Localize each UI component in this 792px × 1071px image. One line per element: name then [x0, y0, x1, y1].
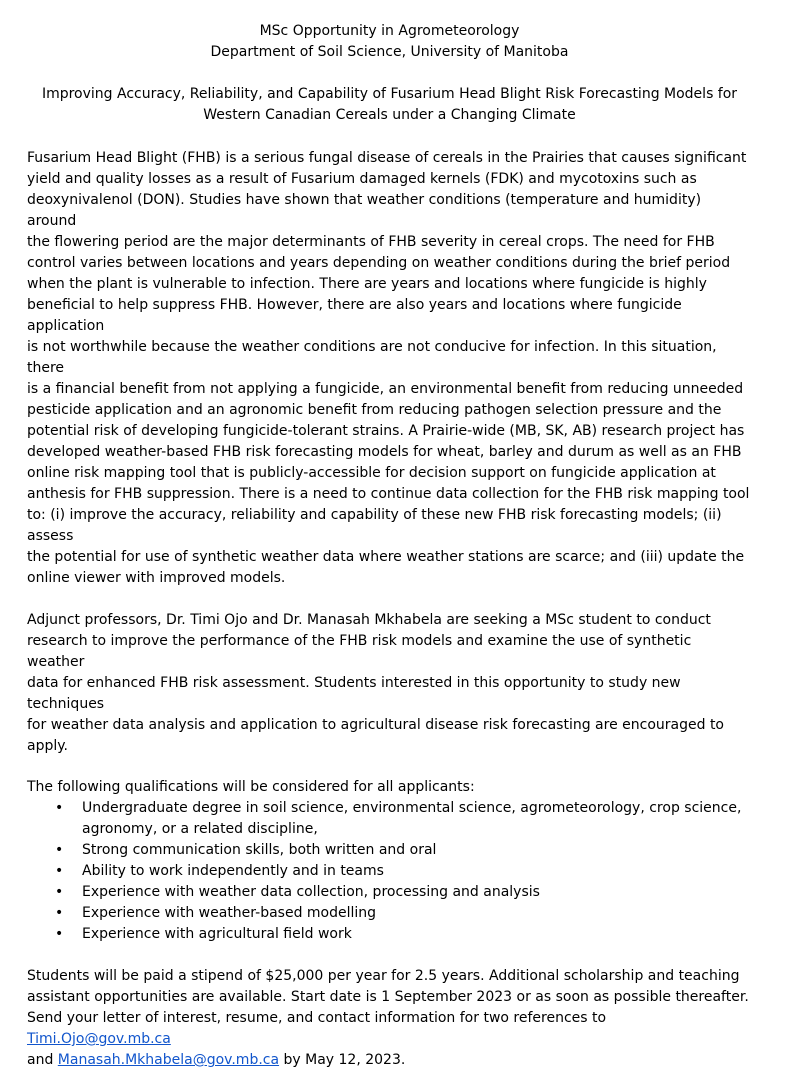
- seeking-line: data for enhanced FHB risk assessment. Students interested in this opportunity to study new techniques: [27, 675, 681, 712]
- list-item: [55, 861, 752, 882]
- seeking-line: research to improve the performance of the FHB risk models and examine the use of synthetic weather: [27, 633, 692, 670]
- bullet-icon: •: [55, 884, 64, 900]
- intro-line: when the plant is vulnerable to infection. There are years and locations where fungicide is highly: [27, 276, 707, 292]
- project-title-line-2: Western Canadian Cereals under a Changing Climate: [203, 107, 576, 123]
- bullet-icon: •: [55, 926, 64, 942]
- intro-line: the potential for use of synthetic weather data where weather stations are scarce; and (iii) update the: [27, 549, 745, 565]
- list-item: [55, 882, 752, 903]
- seeking-line: for weather data analysis and application to agricultural disease risk forecasting are encouraged to apply.: [27, 717, 724, 754]
- list-item: [55, 798, 752, 840]
- project-title-line-1: Improving Accuracy, Reliability, and Capability of Fusarium Head Blight Risk Forecasting Models for: [41, 86, 738, 102]
- list-item-line: Experience with agricultural field work: [82, 926, 352, 942]
- closing-paragraph: [27, 966, 752, 1071]
- intro-line: is a financial benefit from not applying a fungicide, an environmental benefit from reducing unneeded: [27, 381, 744, 397]
- list-item: [55, 903, 752, 924]
- intro-line: yield and quality losses as a result of Fusarium damaged kernels (FDK) and mycotoxins such as: [27, 171, 697, 187]
- list-item: [55, 924, 752, 945]
- intro-line: deoxynivalenol (DON). Studies have shown that weather conditions (temperature and humidity) around: [27, 192, 702, 229]
- bullet-icon: •: [55, 905, 64, 921]
- email-link-manasah-mkhabela[interactable]: Manasah.Mkhabela@gov.mb.ca: [57, 1052, 280, 1068]
- closing-line-prefix: and: [27, 1052, 58, 1068]
- intro-line: beneficial to help suppress FHB. However, there are also years and locations where fungicide application: [27, 297, 682, 334]
- closing-line-deadline: by May 12, 2023.: [279, 1052, 406, 1068]
- bullet-icon: •: [55, 842, 64, 858]
- list-item-line: Ability to work independently and in teams: [82, 863, 384, 879]
- header-department: Department of Soil Science, University of Manitoba: [210, 44, 569, 60]
- intro-line: anthesis for FHB suppression. There is a need to continue data collection for the FHB risk mapping tool: [27, 486, 750, 502]
- qualifications-list: [27, 798, 752, 945]
- qualifications-intro: The following qualifications will be considered for all applicants:: [27, 779, 475, 795]
- intro-paragraph: [27, 148, 752, 589]
- seeking-line: Adjunct professors, Dr. Timi Ojo and Dr. Manasah Mkhabela are seeking a MSc student to conduct: [27, 612, 711, 628]
- list-item-line: Undergraduate degree in soil science, environmental science, agrometeorology, crop science,: [82, 800, 742, 816]
- intro-line: online risk mapping tool that is publicly-accessible for decision support on fungicide application at: [27, 465, 716, 481]
- project-title: [27, 84, 752, 126]
- intro-line: online viewer with improved models.: [27, 570, 286, 586]
- seeking-paragraph: [27, 610, 752, 757]
- document-header: [27, 21, 752, 63]
- bullet-icon: •: [55, 800, 64, 816]
- bullet-icon: •: [55, 863, 64, 879]
- intro-line: potential risk of developing fungicide-tolerant strains. A Prairie-wide (MB, SK, AB) research project has: [27, 423, 745, 439]
- email-link-timi-ojo[interactable]: Timi.Ojo@gov.mb.ca: [27, 1031, 171, 1047]
- intro-line: control varies between locations and years depending on weather conditions during the brief period: [27, 255, 731, 271]
- intro-line: pesticide application and an agronomic benefit from reducing pathogen selection pressure and the: [27, 402, 722, 418]
- closing-line-with-email: [27, 1008, 752, 1050]
- closing-line: assistant opportunities are available. Start date is 1 September 2023 or as soon as possible thereafter.: [27, 989, 749, 1005]
- intro-line: developed weather-based FHB risk forecasting models for wheat, barley and durum as well as an FHB: [27, 444, 742, 460]
- intro-line: to: (i) improve the accuracy, reliability and capability of these new FHB risk forecasting models; (ii) assess: [27, 507, 722, 544]
- list-item-line: Experience with weather data collection, processing and analysis: [82, 884, 540, 900]
- closing-line-text: Send your letter of interest, resume, and contact information for two references to: [27, 1010, 607, 1026]
- intro-line: the flowering period are the major determinants of FHB severity in cereal crops. The need for FHB: [27, 234, 715, 250]
- intro-line: is not worthwhile because the weather conditions are not conducive for infection. In this situation, there: [27, 339, 717, 376]
- list-item-line: agronomy, or a related discipline,: [82, 821, 318, 837]
- header-title: MSc Opportunity in Agrometeorology: [259, 23, 520, 39]
- list-item-line: Strong communication skills, both written and oral: [82, 842, 437, 858]
- list-item-line: Experience with weather-based modelling: [82, 905, 377, 921]
- intro-line: Fusarium Head Blight (FHB) is a serious fungal disease of cereals in the Prairies that causes significant: [27, 150, 747, 166]
- list-item: [55, 840, 752, 861]
- closing-line-with-email: [27, 1050, 752, 1071]
- closing-line: Students will be paid a stipend of $25,000 per year for 2.5 years. Additional scholarship and teaching: [27, 968, 740, 984]
